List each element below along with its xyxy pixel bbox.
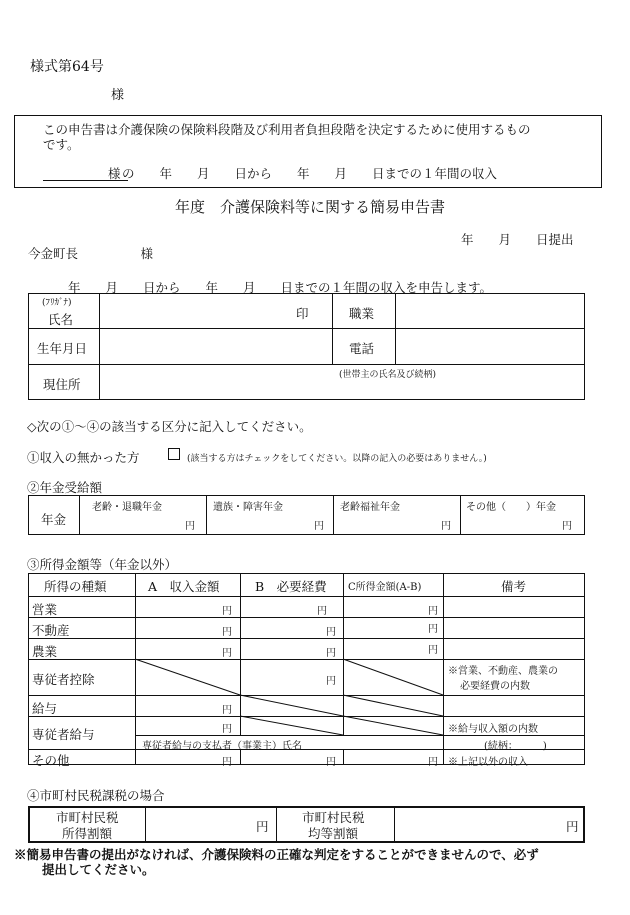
pension-row-label: 年金 — [41, 512, 67, 527]
income-levy-label-1: 市町村民税 — [56, 810, 119, 825]
unit-yen: 円 — [222, 757, 232, 768]
unit-yen: 円 — [222, 648, 232, 659]
addressee-top: 様 — [111, 88, 125, 103]
pension-survivor-unit: 円 — [314, 521, 324, 532]
unit-yen: 円 — [317, 606, 327, 617]
municipal-tax-heading: ④市町村民税課税の場合 — [27, 788, 165, 803]
notice-line1: この申告書は介護保険の保険料段階及び利用者負担段階を決定するために使用するもの — [43, 122, 531, 137]
family-deduction-note2: 必要経費の内数 — [460, 681, 530, 692]
form-number: 様式第64号 — [30, 59, 104, 75]
payer-label: 専従者給与の支払者（事業主）氏名 — [142, 741, 302, 752]
pension-old-age-unit: 円 — [185, 521, 195, 532]
footer-note-line1: ※簡易申告書の提出がなければ、介護保険料の正確な判定をすることができませんので、必ず — [14, 847, 539, 862]
unit-yen: 円 — [222, 627, 232, 638]
income-levy-label-2: 所得割額 — [62, 826, 113, 841]
row-realestate-label: 不動産 — [32, 623, 70, 638]
row-agriculture-label: 農業 — [32, 644, 58, 659]
seal-mark: 印 — [296, 306, 309, 321]
col-header-income: A 収入金額 — [148, 579, 220, 594]
unit-yen: 円 — [428, 757, 438, 768]
row-family-salary-label: 専従者給与 — [32, 727, 95, 742]
per-capita-unit: 円 — [566, 819, 579, 834]
row-other-label: その他 — [32, 753, 70, 768]
col-header-notes: 備考 — [501, 579, 527, 594]
unit-yen: 円 — [222, 724, 232, 735]
page-title: 年度 介護保険料等に関する簡易申告書 — [175, 198, 446, 216]
no-income-label: ①収入の無かった方 — [27, 450, 140, 465]
unit-yen: 円 — [428, 624, 438, 635]
birthdate-label: 生年月日 — [37, 341, 88, 356]
mayor-addressee: 今金町長 様 — [28, 246, 154, 261]
instruction-text: ◇次の①～④の該当する区分に記入してください。 — [27, 419, 312, 434]
householder-note: (世帯主の氏名及び続柄) — [339, 370, 437, 380]
unit-yen: 円 — [428, 645, 438, 656]
col-header-expense: B 必要経費 — [255, 579, 327, 594]
declaration-text: 年 月 日から 年 月 日までの１年間の収入を申告します。 — [68, 280, 493, 295]
family-salary-note: ※給与収入額の内数 — [448, 724, 538, 735]
row-business-label: 営業 — [32, 602, 58, 617]
unit-yen: 円 — [222, 606, 232, 617]
notice-line2: です。 — [43, 137, 80, 152]
pension-old-age-label: 老齢・退職年金 — [92, 502, 162, 513]
income-levy-unit: 円 — [256, 819, 269, 834]
unit-yen: 円 — [326, 757, 336, 768]
unit-yen: 円 — [428, 606, 438, 617]
unit-yen: 円 — [326, 648, 336, 659]
occupation-label: 職業 — [349, 306, 375, 321]
footer-note-line2: 提出してください。 — [42, 862, 155, 877]
per-capita-label-1: 市町村民税 — [302, 810, 365, 825]
pension-survivor-label: 遺族・障害年金 — [213, 502, 283, 513]
row-salary-label: 給与 — [32, 701, 58, 716]
row-family-deduction-label: 専従者控除 — [32, 672, 95, 687]
col-header-type: 所得の種類 — [44, 579, 107, 594]
period-text: の 年 月 日から 年 月 日までの１年間の収入 — [122, 166, 498, 181]
pension-other-unit: 円 — [562, 521, 572, 532]
no-income-note: (該当する方はチェックをしてください。以降の記入の必要はありません。) — [187, 454, 487, 464]
family-deduction-note1: ※営業、不動産、農業の — [448, 666, 558, 677]
unit-yen: 円 — [326, 627, 336, 638]
income-heading: ③所得金額等（年金以外） — [27, 557, 178, 572]
furigana-label: (ﾌﾘｶﾞﾅ) — [42, 298, 72, 308]
relation-label: (続柄： ) — [484, 741, 547, 752]
address-label: 現住所 — [43, 377, 81, 392]
unit-yen: 円 — [326, 676, 336, 687]
submit-date: 年 月 日提出 — [461, 232, 574, 247]
other-note: ※上記以外の収入 — [448, 757, 528, 768]
col-header-net: C所得金額(A-B) — [348, 582, 422, 593]
pension-heading: ②年金受給額 — [27, 480, 103, 495]
pension-welfare-label: 老齢福祉年金 — [340, 502, 400, 513]
period-sama: 様 — [108, 166, 121, 181]
per-capita-label-2: 均等割額 — [308, 826, 359, 841]
unit-yen: 円 — [222, 705, 232, 716]
pension-welfare-unit: 円 — [441, 521, 451, 532]
name-label: 氏名 — [48, 312, 74, 327]
pension-other-label: その他（ ）年金 — [466, 502, 556, 513]
phone-label: 電話 — [349, 341, 375, 356]
